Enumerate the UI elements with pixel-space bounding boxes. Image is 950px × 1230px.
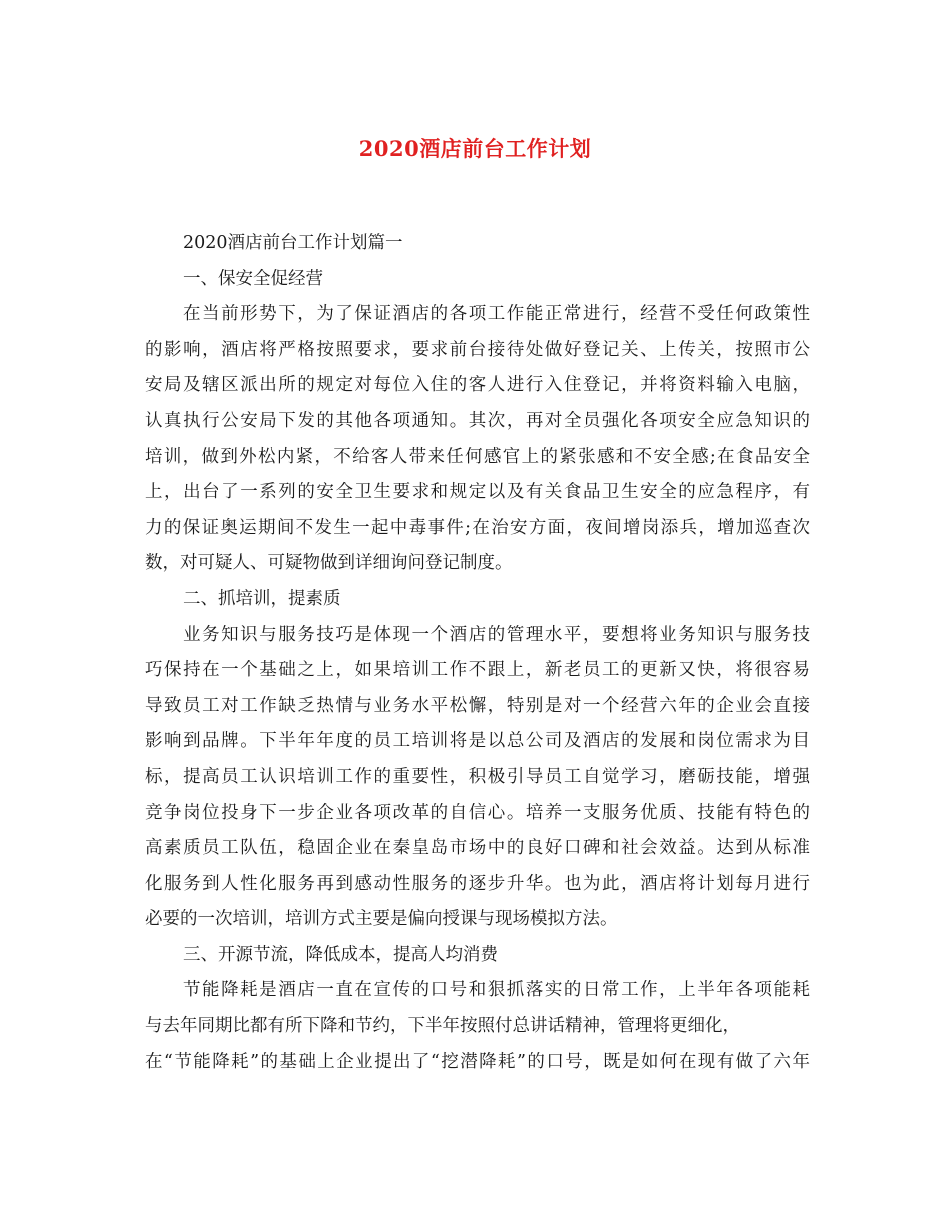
text-line: 导致员工对工作缺乏热情与业务水平松懈，特别是对一个经营六年的企业会直接 [145, 695, 810, 716]
text-line: 节能降耗是酒店一直在宣传的口号和狠抓落实的日常工作，上半年各项能耗 [183, 980, 810, 1001]
text-line: 数，对可疑人、可疑物做到详细询问登记制度。 [145, 553, 513, 574]
text-line: 认真执行公安局下发的其他各项通知。其次，再对全员强化各项安全应急知识的 [145, 410, 810, 431]
document-title: 2020酒店前台工作计划 [358, 136, 592, 161]
text-line: 在“节能降耗”的基础上企业提出了“挖潜降耗”的口号，既是如何在现有做了六年 [145, 1051, 810, 1072]
text-line: 与去年同期比都有所下降和节约，下半年按照付总讲话精神，管理将更细化， [145, 1016, 740, 1037]
text-line: 标，提高员工认识培训工作的重要性，积极引导员工自觉学习，磨砺技能，增强 [145, 766, 810, 787]
text-line: 化服务到人性化服务再到感动性服务的逐步升华。也为此，酒店将计划每月进行 [145, 873, 810, 894]
text-line: 巧保持在一个基础之上，如果培训工作不跟上，新老员工的更新又快，将很容易 [145, 660, 810, 681]
text-line: 二、抓培训，提素质 [183, 588, 341, 609]
text-line: 竞争岗位投身下一步企业各项改革的自信心。培养一支服务优质、技能有特色的 [145, 802, 810, 823]
text-line: 业务知识与服务技巧是体现一个酒店的管理水平，要想将业务知识与服务技 [183, 624, 810, 645]
document-body [145, 226, 810, 1080]
text-line: 一、保安全促经营 [183, 268, 323, 289]
text-line: 高素质员工队伍，稳固企业在秦皇岛市场中的良好口碑和社会效益。达到从标准 [145, 838, 810, 859]
text-line: 上，出台了一系列的安全卫生要求和规定以及有关食品卫生安全的应急程序，有 [145, 482, 810, 503]
text-line: 的影响，酒店将严格按照要求，要求前台接待处做好登记关、上传关，按照市公 [145, 339, 810, 360]
text-line: 安局及辖区派出所的规定对每位入住的客人进行入住登记，并将资料输入电脑， [145, 375, 810, 396]
text-line: 2020酒店前台工作计划篇一 [183, 233, 403, 253]
text-line: 必要的一次培训，培训方式主要是偏向授课与现场模拟方法。 [145, 909, 618, 930]
text-line: 力的保证奥运期间不发生一起中毒事件;在治安方面，夜间增岗添兵，增加巡查次 [145, 517, 810, 538]
text-line: 三、开源节流，降低成本，提高人均消费 [183, 944, 498, 965]
text-line: 影响到品牌。下半年年度的员工培训将是以总公司及酒店的发展和岗位需求为目 [145, 731, 810, 752]
text-line: 培训，做到外松内紧，不给客人带来任何感官上的紧张感和不安全感;在食品安全 [145, 446, 810, 467]
text-line: 在当前形势下，为了保证酒店的各项工作能正常进行，经营不受任何政策性 [183, 304, 810, 325]
